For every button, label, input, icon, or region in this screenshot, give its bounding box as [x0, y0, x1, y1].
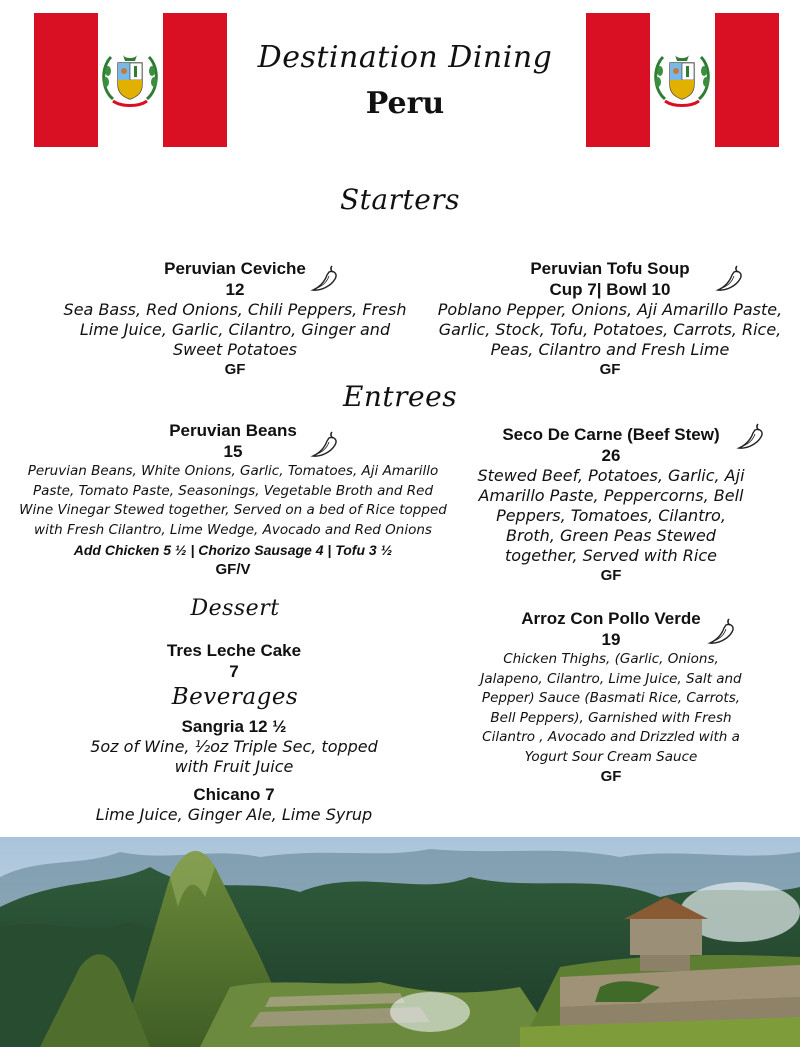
menu-item-chicano — [84, 784, 384, 825]
item-tag: GF — [600, 768, 622, 785]
section-title-dessert: Dessert — [190, 596, 280, 621]
item-name: Arroz Con Pollo Verde — [521, 609, 701, 628]
item-tag: GF — [599, 361, 621, 378]
item-description: Poblano Pepper, Onions, Aji Amarillo Paste, Garlic, Stock, Tofu, Potatoes, Carrots, Rice, Peas, Cilantro and Fresh Lime — [437, 300, 783, 359]
item-description: Stewed Beef, Potatoes, Garlic, Aji Amarillo Paste, Peppercorns, Bell Peppers, Tomatoes, Cilantro, Broth, Green Peas Stewed together, Served with Rice — [477, 466, 745, 565]
item-tag: GF — [224, 361, 246, 378]
item-description: 5oz of Wine, ½oz Triple Sec, topped with Fruit Juice — [90, 737, 378, 776]
section-title-starters: Starters — [339, 183, 461, 216]
section-title-beverages: Beverages — [171, 684, 299, 710]
item-price: 12 — [225, 280, 245, 299]
item-tag: GF/V — [215, 561, 251, 578]
item-tag: GF — [600, 567, 622, 584]
item-description: Sea Bass, Red Onions, Chili Peppers, Fresh Lime Juice, Garlic, Cilantro, Ginger and Sweet Potatoes — [63, 300, 407, 359]
chili-pepper-icon — [308, 428, 340, 460]
menu-item-sangria — [84, 716, 384, 777]
item-description: Lime Juice, Ginger Ale, Lime Syrup — [95, 805, 373, 824]
item-price: Cup 7| Bowl 10 — [549, 280, 671, 299]
country-title: Peru — [365, 86, 445, 121]
peru-flag-left — [34, 13, 227, 147]
section-title-entrees: Entrees — [342, 380, 458, 413]
chili-pepper-icon — [734, 420, 766, 452]
peru-coat-of-arms-icon — [651, 49, 713, 111]
item-price: 7 — [229, 662, 239, 681]
chili-pepper-icon — [713, 262, 745, 294]
page-title: Destination Dining — [257, 40, 553, 75]
item-name: Sangria 12 ½ — [181, 717, 287, 736]
item-price: 15 — [223, 442, 243, 461]
menu-item-peruvian-beans — [18, 420, 448, 580]
item-description: Chicken Thighs, (Garlic, Onions, Jalapeno, Cilantro, Lime Juice, Salt and Pepper) Sauce (Basmati Rice, Carrots, Bell Peppers), Garnished with Fresh Cilantro , Avocado and Drizzled with a Yogurt Sour Cream Sauce — [480, 651, 742, 765]
item-name: Tres Leche Cake — [166, 641, 302, 660]
chili-pepper-icon — [308, 262, 340, 294]
menu-item-peruvian-ceviche — [55, 258, 415, 380]
machu-picchu-landscape-image — [0, 837, 800, 1047]
peru-flag-right — [586, 13, 779, 147]
peru-coat-of-arms-icon — [99, 49, 161, 111]
item-price: 26 — [601, 446, 621, 465]
menu-item-tres-leche-cake — [84, 640, 384, 682]
item-description: Peruvian Beans, White Onions, Garlic, Tomatoes, Aji Amarillo Paste, Tomato Paste, Seasonings, Vegetable Broth and Red Wine Vinegar Stewed together, Served on a bed of Rice topped with Fresh Cilantro, Lime Wedge, Avocado and Red Onions — [19, 463, 447, 538]
chili-pepper-icon — [705, 615, 737, 647]
item-name: Peruvian Tofu Soup — [530, 259, 690, 278]
item-price: 19 — [601, 630, 621, 649]
menu-item-seco-de-carne — [470, 424, 752, 586]
item-name: Peruvian Beans — [169, 421, 297, 440]
item-name: Peruvian Ceviche — [164, 259, 306, 278]
item-addons: Add Chicken 5 ½ | Chorizo Sausage 4 | Tofu 3 ½ — [73, 542, 393, 558]
item-name: Chicano 7 — [193, 785, 275, 804]
item-name: Seco De Carne (Beef Stew) — [502, 425, 720, 444]
